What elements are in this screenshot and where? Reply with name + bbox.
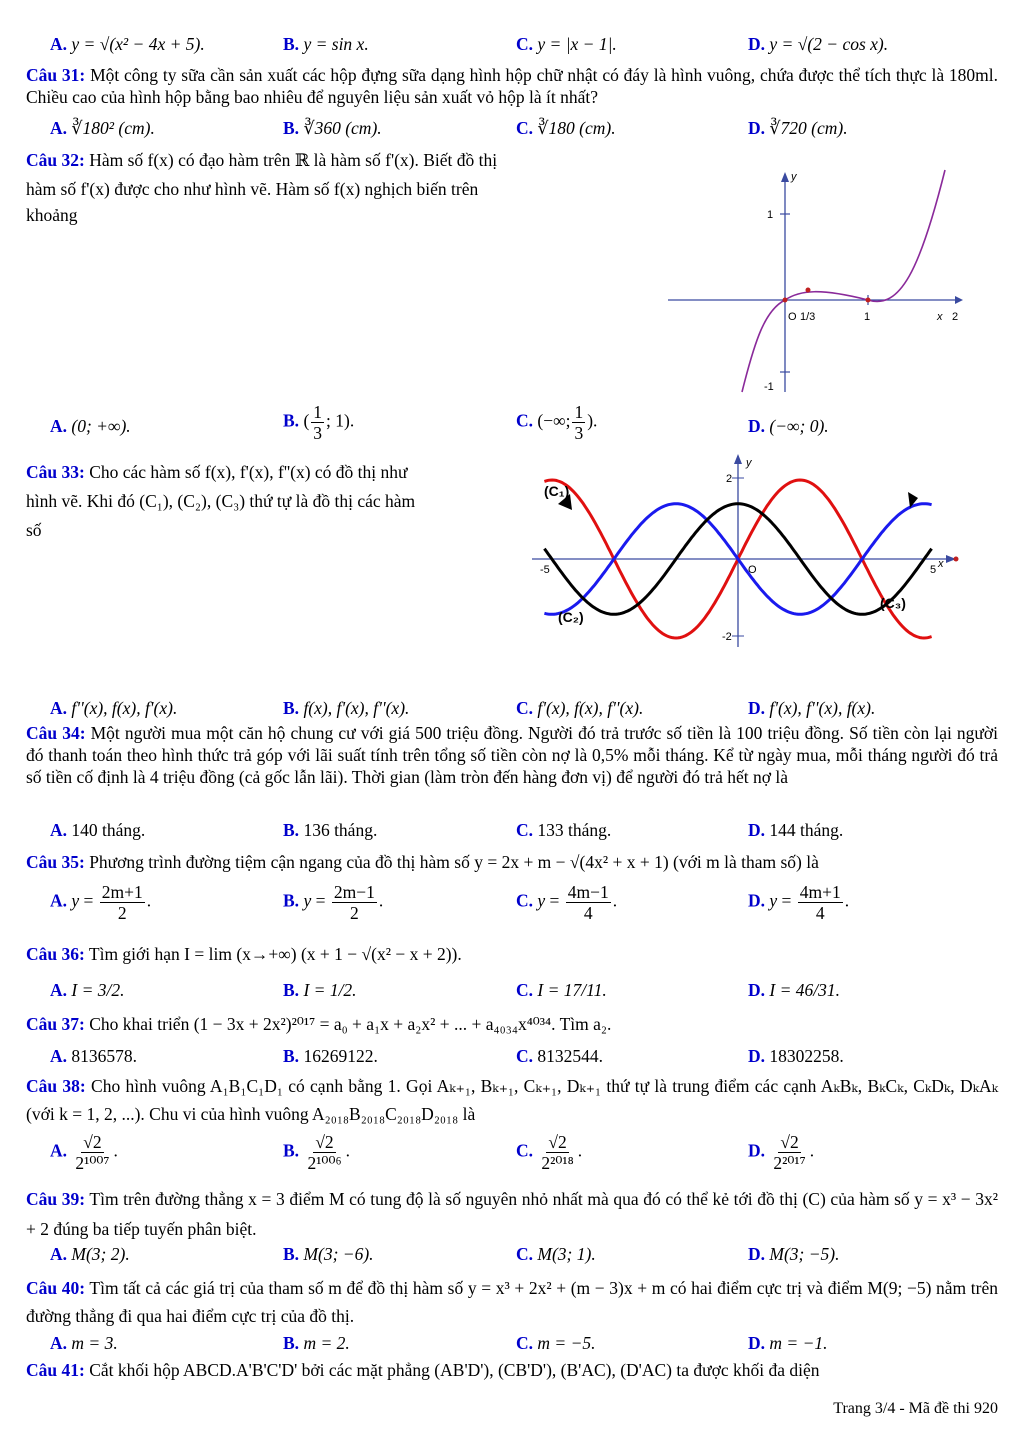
q38-option-b[interactable]: B. $\frac{√2}{\text{2¹⁰⁰⁶}}$ .: [283, 1132, 350, 1173]
svg-text:-5: -5: [540, 564, 550, 576]
q35-option-b[interactable]: B. y = $\frac{2m-1}{2}$ .: [283, 882, 384, 923]
q30-option-b[interactable]: B. y = sin x.: [283, 34, 369, 54]
q36-option-c[interactable]: C. I = 17/11.: [516, 980, 607, 1000]
q32-graph: [660, 160, 970, 400]
q31-option-b[interactable]: B. ∛360 (cm).: [283, 118, 382, 138]
svg-text:2: 2: [726, 473, 733, 485]
q33-option-b[interactable]: B. f(x), f'(x), f''(x).: [283, 698, 410, 718]
q32-label-third: 1/3: [800, 311, 816, 323]
q31-option-a[interactable]: A. ∛180² (cm).: [50, 118, 155, 138]
q34-option-d[interactable]: D. 144 tháng.: [748, 820, 844, 840]
q30-option-c[interactable]: C. y = |x − 1|.: [516, 34, 617, 54]
q32-point-third: [806, 288, 811, 293]
q34-option-c[interactable]: C. 133 tháng.: [516, 820, 612, 840]
q37-option-c[interactable]: C. 8132544.: [516, 1046, 604, 1066]
q32-option-b[interactable]: B. ( $\frac{1}{3}$ ; 1).: [283, 402, 355, 443]
q32-curve: [742, 170, 945, 392]
q33-label-c3: (C₃): [880, 595, 906, 611]
q33-label-c2: (C₂): [558, 609, 584, 625]
q32-label-one: 1: [864, 311, 871, 323]
q37-stem: Câu 37: Cho khai triển (1 − 3x + 2x²)²⁰¹⁷ = a₀ + a₁x + a₂x² + ... + a₄₀₃₄x⁴⁰³⁴. Tìm a₂.: [26, 1014, 612, 1034]
svg-text:x: x: [938, 558, 944, 570]
q34-option-a[interactable]: A. 140 tháng.: [50, 820, 146, 840]
q38-option-d[interactable]: D. $\frac{√2}{\text{2²⁰¹⁷}}$ .: [748, 1132, 815, 1173]
q31-option-c[interactable]: C. ∛180 (cm).: [516, 118, 616, 138]
q39-option-d[interactable]: D. M(3; −5).: [748, 1244, 840, 1264]
q33-stem-line3: số: [26, 520, 42, 540]
q38-stem: Câu 38: Cho hình vuông A₁B₁C₁D₁ có cạnh bằng 1. Gọi Aₖ₊₁, Bₖ₊₁, Cₖ₊₁, Dₖ₊₁ thứ tự là trung điểm các cạnh AₖBₖ, BₖCₖ, CₖDₖ, DₖAₖ (với k = 1, 2, ...). Chu vi của hình vuông A₂₀₁₈B₂₀₁₈C₂₀₁₈D₂₀₁₈ là: [26, 1076, 998, 1124]
q32-label-two: 2: [952, 311, 959, 323]
q37-option-a[interactable]: A. 8136578.: [50, 1046, 138, 1066]
q33-option-d[interactable]: D. f'(x), f''(x), f(x).: [748, 698, 876, 718]
q35-option-a[interactable]: A. y = $\frac{2m+1}{2}$ .: [50, 882, 152, 923]
q32-point-origin: [783, 298, 788, 303]
q39-option-b[interactable]: B. M(3; −6).: [283, 1244, 374, 1264]
q32-y-label: y: [791, 171, 797, 183]
q37-option-b[interactable]: B. 16269122.: [283, 1046, 378, 1066]
q32-option-c[interactable]: C. (−∞; $\frac{1}{3}$ ).: [516, 402, 598, 443]
q38-option-a[interactable]: A. $\frac{√2}{\text{2¹⁰⁰⁷}}$ .: [50, 1132, 118, 1173]
q32-label-m1: -1: [764, 381, 774, 393]
q31-option-d[interactable]: D. ∛720 (cm).: [748, 118, 848, 138]
q32-option-a[interactable]: A. (0; +∞).: [50, 416, 131, 436]
q39-option-c[interactable]: C. M(3; 1).: [516, 1244, 596, 1264]
svg-text:-2: -2: [722, 631, 732, 643]
q35-option-c[interactable]: C. y = $\frac{4m-1}{4}$ .: [516, 882, 618, 923]
q32-stem-line3: khoảng: [26, 205, 78, 225]
q33-option-c[interactable]: C. f'(x), f(x), f''(x).: [516, 698, 644, 718]
q36-option-b[interactable]: B. I = 1/2.: [283, 980, 357, 1000]
q32-label-origin: O: [788, 311, 797, 323]
q39-option-a[interactable]: A. M(3; 2).: [50, 1244, 130, 1264]
q31-stem: Câu 31: Một công ty sữa cần sản xuất các hộp đựng sữa dạng hình hộp chữ nhật có đáy là hình vuông, chứa được thể tích thực là 180ml. Chiều cao của hình hộp bằng bao nhiêu để nguyên liệu sản xuất vỏ hộp là ít nhất?: [26, 65, 999, 107]
q34-option-b[interactable]: B. 136 tháng.: [283, 820, 378, 840]
q40-option-c[interactable]: C. m = −5.: [516, 1333, 596, 1353]
svg-text:y: y: [746, 457, 752, 469]
q41-stem: Câu 41: Cắt khối hộp ABCD.A'B'C'D' bởi các mặt phẳng (AB'D'), (CB'D'), (B'AC), (D'AC) ta được khối đa diện: [26, 1360, 820, 1380]
q30-option-d[interactable]: D. y = √(2 − cos x).: [748, 34, 889, 54]
q40-stem: Câu 40: Tìm tất cả các giá trị của tham số m để đồ thị hàm số y = x³ + 2x² + (m − 3)x + m có hai điểm cực trị và điểm M(9; −5) nằm trên đường thẳng đi qua hai điểm cực trị của đồ thị.: [26, 1278, 998, 1326]
q33-stem-line2: hình vẽ. Khi đó (C₁), (C₂), (C₃) thứ tự là đồ thị các hàm: [26, 491, 416, 511]
q37-option-d[interactable]: D. 18302258.: [748, 1046, 844, 1066]
q40-option-a[interactable]: A. m = 3.: [50, 1333, 118, 1353]
q32-label-1: 1: [767, 209, 774, 221]
q32-option-d[interactable]: D. (−∞; 0).: [748, 416, 829, 436]
q32-y-arrow: [781, 172, 789, 182]
svg-text:5: 5: [930, 564, 937, 576]
q32-stem-line2: hàm số f'(x) được cho như hình vẽ. Hàm số f(x) nghịch biến trên: [26, 179, 479, 199]
q32-point-one: [866, 298, 871, 303]
q36-option-a[interactable]: A. I = 3/2.: [50, 980, 125, 1000]
svg-text:O: O: [748, 564, 757, 576]
q33-option-a[interactable]: A. f''(x), f(x), f'(x).: [50, 698, 178, 718]
q33-stem-line1: Câu 33: Cho các hàm số f(x), f'(x), f''(x) có đồ thị như: [26, 462, 408, 482]
q36-stem: Câu 36: Tìm giới hạn I = lim (x→+∞) (x + 1 − √(x² − x + 2)).: [26, 944, 462, 964]
q36-option-d[interactable]: D. I = 46/31.: [748, 980, 841, 1000]
q32-x-label: x: [937, 311, 943, 323]
q33-graph: [526, 452, 966, 652]
q35-option-d[interactable]: D. y = $\frac{4m+1}{4}$ .: [748, 882, 850, 923]
q30-option-a[interactable]: A. y = √(x² − 4x + 5).: [50, 34, 205, 54]
q32-x-arrow: [955, 296, 963, 304]
q32-stem-line1: Câu 32: Hàm số f(x) có đạo hàm trên ℝ là hàm số f'(x). Biết đồ thị: [26, 150, 498, 170]
q39-stem: Câu 39: Tìm trên đường thẳng x = 3 điểm M có tung độ là số nguyên nhỏ nhất mà qua đó có thể kẻ tới đồ thị (C) của hàm số y = x³ − 3x² + 2 đúng ba tiếp tuyến phân biệt.: [26, 1189, 998, 1239]
q40-option-b[interactable]: B. m = 2.: [283, 1333, 350, 1353]
q33-label-c1: (C₁): [544, 483, 570, 499]
q38-option-c[interactable]: C. $\frac{√2}{\text{2²⁰¹⁸}}$ .: [516, 1132, 583, 1173]
q40-option-d[interactable]: D. m = −1.: [748, 1333, 828, 1353]
page-footer: Trang 3/4 - Mã đề thi 920: [833, 1400, 998, 1417]
q35-stem: Câu 35: Phương trình đường tiệm cận ngang của đồ thị hàm số y = 2x + m − √(4x² + x + 1) (với m là tham số) là: [26, 852, 819, 872]
q34-stem: Câu 34: Một người mua một căn hộ chung cư với giá 500 triệu đồng. Người đó trả trước số tiền là 100 triệu đồng. Số tiền còn lại người đó thanh toán theo hình thức trả góp với lãi suất tính trên tổng số tiền còn nợ là 0,5% mỗi tháng. Kể từ ngày mua, mỗi tháng người đó trả số tiền cố định là 4 triệu đồng (cả gốc lẫn lãi). Thời gian (làm tròn đến hàng đơn vị) để người đó trả hết nợ là: [26, 723, 999, 787]
